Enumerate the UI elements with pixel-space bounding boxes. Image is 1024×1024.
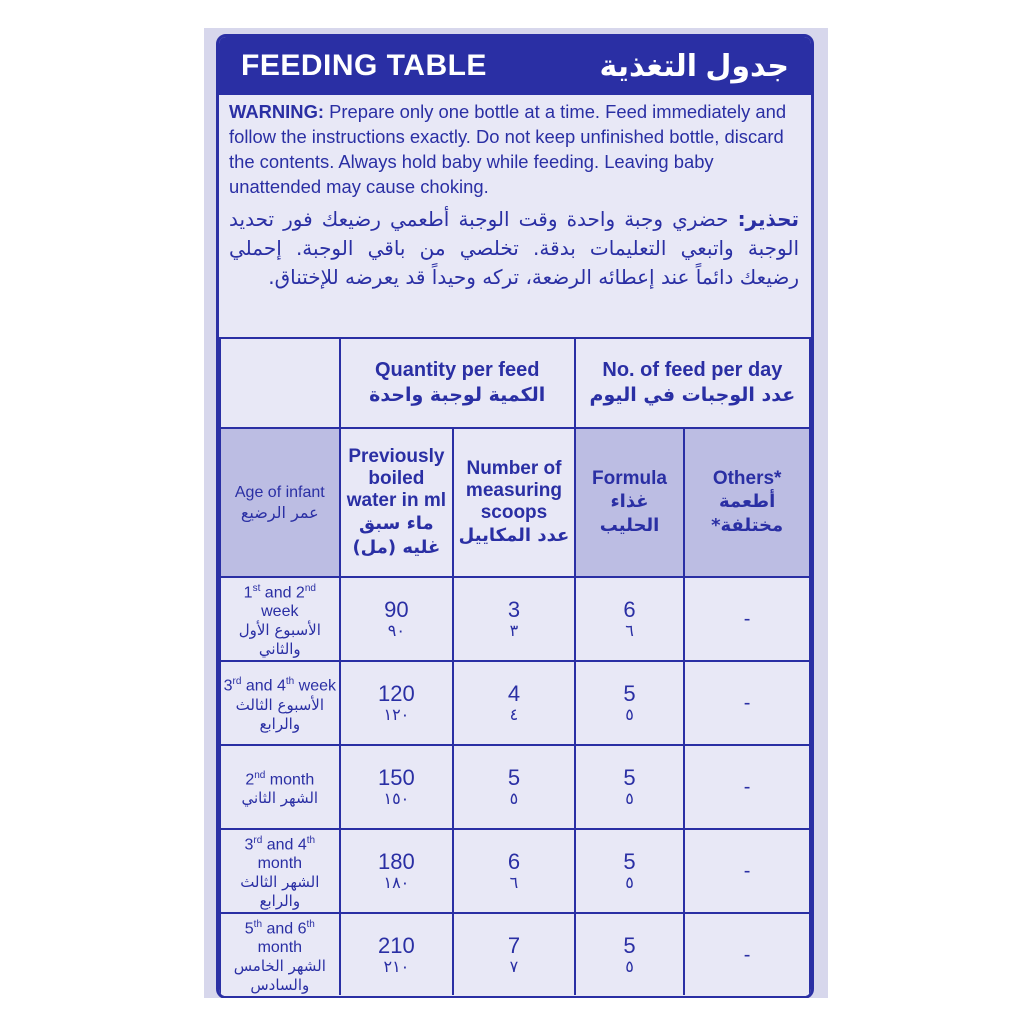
- scoops-english: 3: [507, 597, 521, 622]
- age-english: 1st and 2nd week: [243, 582, 316, 621]
- formula-cell: [575, 913, 684, 997]
- scoops-english: 7: [507, 933, 521, 958]
- others-cell: [684, 661, 810, 745]
- label-panel: [204, 28, 828, 998]
- scoops-arabic: ٥: [509, 789, 519, 808]
- group-header-row: [220, 338, 810, 428]
- group-quantity-header: [340, 338, 575, 428]
- formula-cell: [575, 577, 684, 661]
- col-header-water: [340, 428, 454, 577]
- col-header-others: [684, 428, 810, 577]
- group-feeds-en: No. of feed per day: [602, 359, 783, 381]
- age-arabic: الشهر الثاني: [241, 789, 319, 808]
- age-arabic: الأسبوع الأول والثاني: [238, 621, 321, 659]
- table-row-2: [220, 661, 810, 745]
- scoops-cell: [453, 829, 575, 913]
- age-arabic: الشهر الثالث والرابع: [240, 873, 320, 911]
- others-value: -: [743, 691, 751, 714]
- scoops-cell: [453, 577, 575, 661]
- feeding-table: [219, 337, 811, 998]
- scoops-cell: [453, 661, 575, 745]
- col-header-formula: [575, 428, 684, 577]
- scoops-arabic: ٧: [509, 957, 519, 976]
- age-cell: [220, 745, 340, 829]
- water-english: 180: [378, 849, 415, 874]
- age-english: 2nd month: [245, 769, 315, 789]
- formula-cell: [575, 745, 684, 829]
- table-row-3: [220, 745, 810, 829]
- scoops-cell: [453, 745, 575, 829]
- col-formula-ar: غذاء الحليب: [599, 490, 660, 536]
- water-cell: [340, 829, 454, 913]
- water-english: 210: [378, 933, 415, 958]
- age-english: 5th and 6th month: [244, 918, 315, 957]
- col-others-en: Others*: [712, 467, 782, 489]
- table-row-5: [220, 913, 810, 997]
- water-cell: [340, 745, 454, 829]
- age-arabic: الأسبوع الثالث والرابع: [235, 695, 325, 733]
- feeding-table-frame: [216, 34, 814, 998]
- col-water-ar: ماء سبق غليه (مل): [352, 512, 441, 558]
- others-cell: [684, 577, 810, 661]
- formula-english: 5: [623, 933, 636, 958]
- water-english: 90: [384, 597, 409, 622]
- group-feeds-ar: عدد الوجبات في اليوم: [589, 384, 796, 406]
- empty-corner-cell: [220, 338, 340, 428]
- table-row-4: [220, 829, 810, 913]
- table-row-1: [220, 577, 810, 661]
- water-arabic: ١٨٠: [383, 873, 410, 892]
- group-quantity-ar: الكمية لوجبة واحدة: [369, 384, 546, 406]
- others-value: -: [743, 943, 751, 966]
- water-arabic: ٩٠: [387, 621, 405, 640]
- age-english: 3rd and 4th month: [244, 834, 316, 873]
- scoops-english: 6: [507, 849, 521, 874]
- col-header-age: [220, 428, 340, 577]
- warning-text-arabic: حضري وجبة واحدة وقت الوجبة أطعمي رضيعك فور تحديد الوجبة واتبعي التعليمات بدقة. تخلصي من باقي الوجبة. إحملي رضيعك دائماً عند إعطائه الرضعة، تركه وحيداً قد يعرضه للإختناق.: [229, 207, 799, 289]
- age-english: 3rd and 4th week: [223, 676, 337, 695]
- formula-arabic: ٥: [625, 705, 634, 724]
- formula-english: 5: [623, 681, 636, 706]
- age-cell: [220, 913, 340, 997]
- col-scoops-en: Number of measuring scoops: [465, 457, 563, 523]
- others-cell: [684, 829, 810, 913]
- footer-strip: [219, 995, 811, 998]
- formula-english: 5: [623, 765, 636, 790]
- others-value: -: [743, 607, 751, 630]
- formula-arabic: ٥: [625, 957, 634, 976]
- warning-label-english: WARNING:: [229, 101, 325, 122]
- age-cell: [220, 661, 340, 745]
- water-cell: [340, 577, 454, 661]
- scoops-arabic: ٤: [509, 705, 519, 724]
- col-others-ar: أطعمة مختلفة*: [711, 490, 784, 536]
- group-quantity-en: Quantity per feed: [374, 359, 540, 381]
- age-arabic: الشهر الخامس والسادس: [233, 957, 326, 995]
- formula-cell: [575, 829, 684, 913]
- formula-cell: [575, 661, 684, 745]
- warning-english: [229, 99, 804, 199]
- age-cell: [220, 577, 340, 661]
- scoops-english: 5: [507, 765, 521, 790]
- col-formula-en: Formula: [592, 467, 667, 489]
- others-cell: [684, 745, 810, 829]
- scoops-english: 4: [507, 681, 521, 706]
- col-water-en: Previously boiled water in ml: [346, 445, 446, 511]
- water-english: 120: [378, 681, 415, 706]
- warning-label-arabic: تحذير:: [737, 207, 799, 231]
- scoops-arabic: ٦: [509, 873, 519, 892]
- others-value: -: [743, 859, 751, 882]
- warning-arabic: [229, 205, 799, 292]
- formula-arabic: ٥: [625, 789, 634, 808]
- col-header-scoops: [453, 428, 575, 577]
- col-scoops-ar: عدد المكاييل: [458, 524, 570, 546]
- scoops-arabic: ٣: [509, 621, 519, 640]
- water-arabic: ١٢٠: [383, 705, 410, 724]
- group-feeds-header: [575, 338, 810, 428]
- title-arabic: جدول التغذية: [599, 49, 789, 83]
- col-age-ar: عمر الرضيع: [240, 502, 319, 522]
- scoops-cell: [453, 913, 575, 997]
- header-bar: [219, 37, 811, 95]
- water-cell: [340, 661, 454, 745]
- formula-english: 6: [623, 597, 636, 622]
- warning-text-english: Prepare only one bottle at a time. Feed immediately and follow the instructions exactly. Do not keep unfinished bottle, discard the contents. Always hold baby while feeding. Leaving baby unattended may cause choking.: [229, 101, 787, 197]
- formula-arabic: ٥: [625, 873, 634, 892]
- others-value: -: [743, 775, 751, 798]
- age-cell: [220, 829, 340, 913]
- water-arabic: ١٥٠: [383, 789, 410, 808]
- formula-english: 5: [623, 849, 636, 874]
- formula-arabic: ٦: [625, 621, 634, 640]
- water-cell: [340, 913, 454, 997]
- title-english: FEEDING TABLE: [241, 49, 487, 82]
- others-cell: [684, 913, 810, 997]
- column-header-row: [220, 428, 810, 577]
- water-arabic: ٢١٠: [383, 957, 410, 976]
- col-age-en: Age of infant: [234, 483, 325, 501]
- water-english: 150: [378, 765, 415, 790]
